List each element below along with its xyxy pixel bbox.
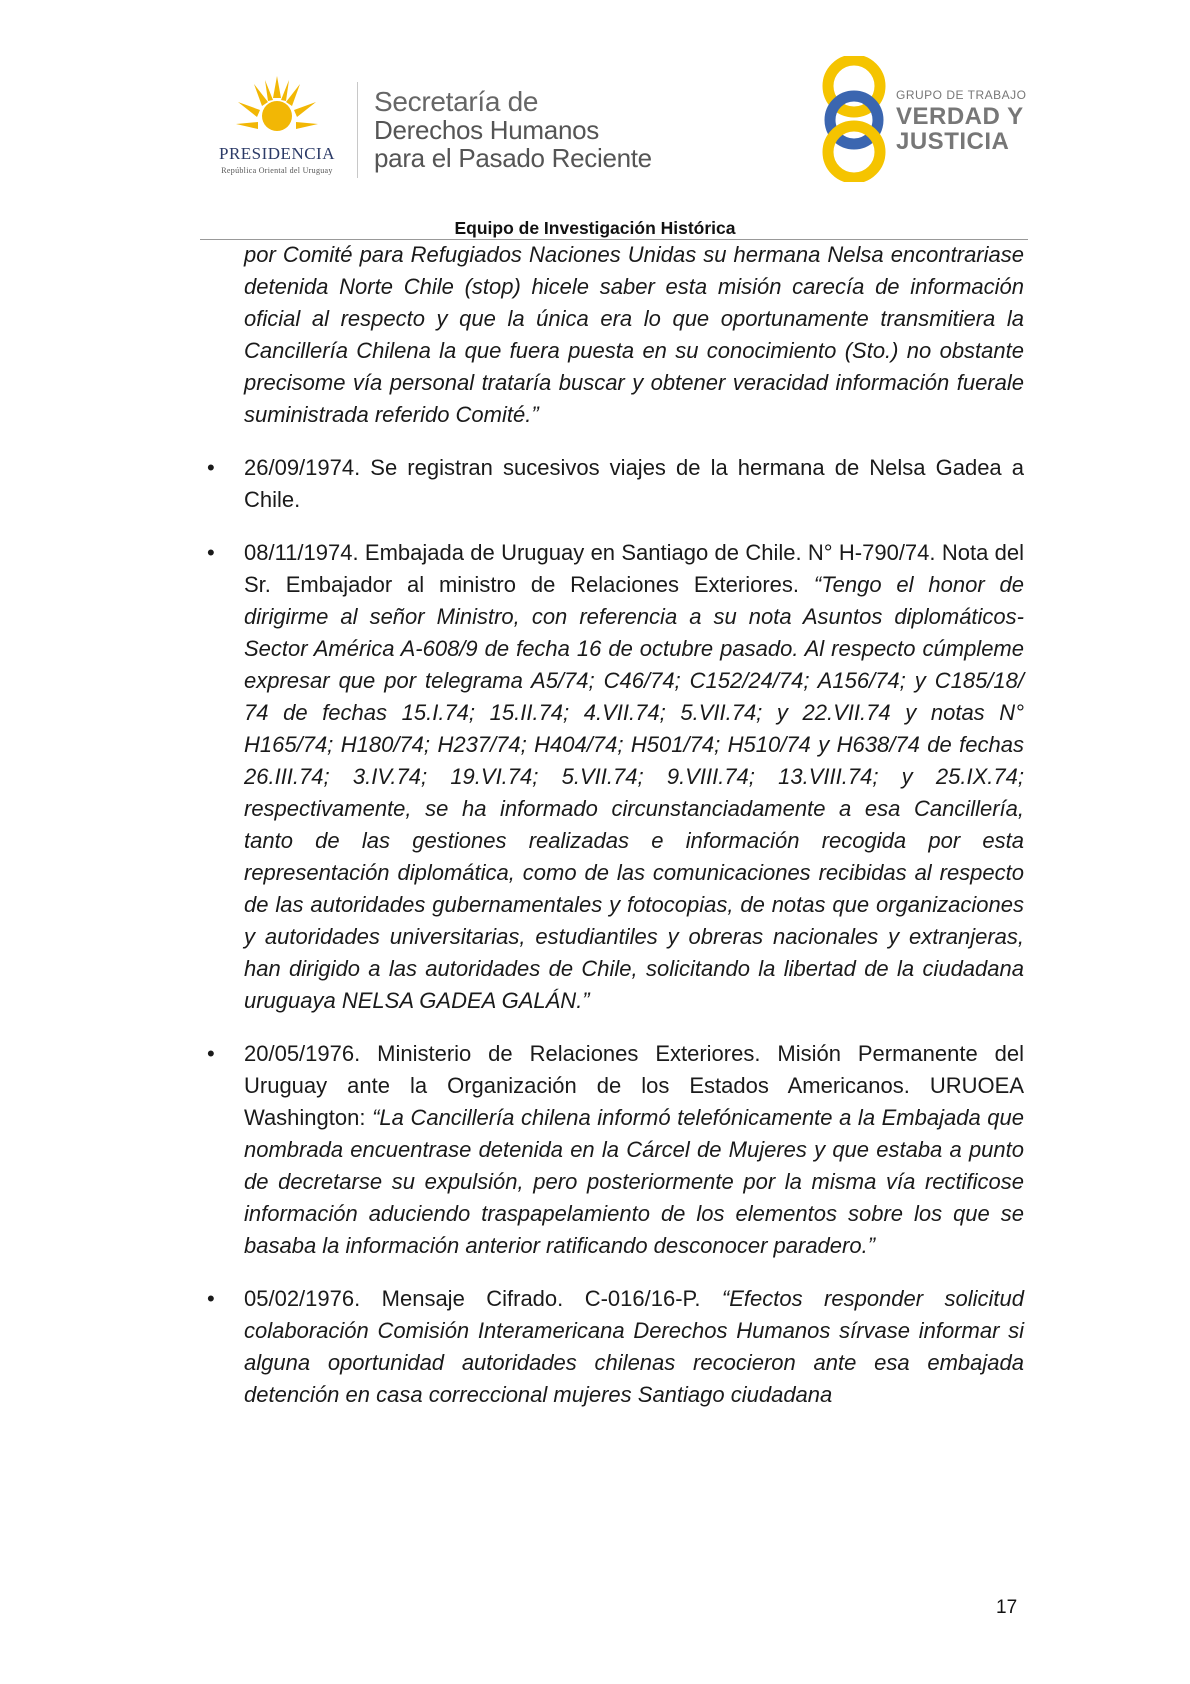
- document-body: [207, 239, 1025, 1411]
- team-title: Equipo de Investigación Histórica: [454, 218, 736, 238]
- bullet: •: [207, 455, 215, 480]
- gtvj-line-2: VERDAD Y: [896, 103, 1024, 130]
- secretaria-line-2: Derechos Humanos: [374, 115, 599, 145]
- presidencia-title: PRESIDENCIA: [218, 144, 335, 163]
- page-number: 17: [996, 1597, 1018, 1618]
- secretaria-line-3: para el Pasado Reciente: [374, 143, 652, 173]
- bullet: •: [207, 540, 215, 565]
- bullet: •: [207, 1041, 215, 1066]
- list-item-text: 26/09/1974. Se registran sucesivos viajes de la hermana de Nelsa Gadea a Chile.: [244, 455, 1024, 512]
- secretaria-title: [374, 88, 652, 172]
- continuation-quote: por Comité para Refugiados Naciones Unidas su hermana Nelsa encontrariase detenida Norte Chile (stop) hicele saber esta misión carecía de información oficial al respecto y que la única era lo que oportunamente transmitiera la Cancillería Chilena la que fuera puesta en su conocimiento (Sto.) no obstante precisome vía personal trataría buscar y obtener veracidad información fuerale suministrada referido Comité.”: [244, 242, 1024, 427]
- list-item: [207, 452, 1024, 516]
- presidencia-logo: [196, 74, 358, 186]
- interlocking-rings-icon: [820, 56, 892, 182]
- gtvj-line-3: JUSTICIA: [896, 128, 1010, 155]
- list-item-text: 08/11/1974. Embajada de Uruguay en Santiago de Chile. N° H-790/74. Nota del Sr. Embajador al ministro de Relaciones Exteriores. “Tengo el honor de dirigirme al señor Ministro, con referencia a su nota Asuntos diplomáticos-Sector América A-608/9 de fecha 16 de octubre pasado. Al respecto cúmpleme expresar que por telegrama A5/74; C46/74; C152/24/74; A156/74; y C185/18/ 74 de fechas 15.I.74; 15.II.74; 4.VII.74; 5.VII.74; y 22.VII.74 y notas N° H165/74; H180/74; H237/74; H404/74; H501/74; H510/74 y H638/74 de fechas 26.III.74; 3.IV.74; 19.VI.74; 5.VII.74; 9.VIII.74; 13.VIII.74; y 25.IX.74; respectivamente, se ha informado circunstanciadamente a esa Cancillería, tanto de las gestiones realizadas e información recogida por esta representación diplomática, como de las comunicaciones recibidas al respecto de las autoridades gubernamentales y fotocopias, de notas que organizaciones y autoridades universitarias, estudiantiles y obreras nacionales y extranjeras, han dirigido a las autoridades de Chile, solicitando la libertad de la ciudadana uruguaya NELSA GADEA GALÁN.”: [244, 540, 1024, 1013]
- header-divider: [357, 82, 358, 178]
- bullet: •: [207, 1286, 215, 1311]
- list-item: [207, 1038, 1024, 1262]
- list-item-text: 05/02/1976. Mensaje Cifrado. C-016/16-P. “Efectos responder solicitud colaboración Comisión Interamericana Derechos Humanos sírvase informar si alguna oportunidad autoridades chilenas recocieron ante esa embajada detención en casa correccional mujeres Santiago ciudadana: [244, 1286, 1025, 1407]
- verdad-justicia-logo: [820, 56, 1030, 182]
- list-item: [207, 1283, 1025, 1411]
- secretaria-line-1: Secretaría de: [374, 86, 539, 117]
- presidencia-subtitle: República Oriental del Uruguay: [221, 166, 333, 175]
- sun-emblem-icon: [236, 74, 318, 144]
- list-item-text: 20/05/1976. Ministerio de Relaciones Exteriores. Misión Permanente del Uruguay ante la Organización de los Estados Americanos. URUOEA Washington: “La Cancillería chilena informó telefónicamente a la Embajada que nombrada encuentrase detenida en la Cárcel de Mujeres y que estaba a punto de decretarse su expulsión, pero posteriormente por la misma vía rectificose información aduciendo traspapelamiento de los elementos sobre los que se basaba la información anterior ratificando desconocer paradero.”: [244, 1041, 1024, 1258]
- list-item: [207, 537, 1024, 1017]
- gtvj-line-1: GRUPO DE TRABAJO: [896, 88, 1027, 102]
